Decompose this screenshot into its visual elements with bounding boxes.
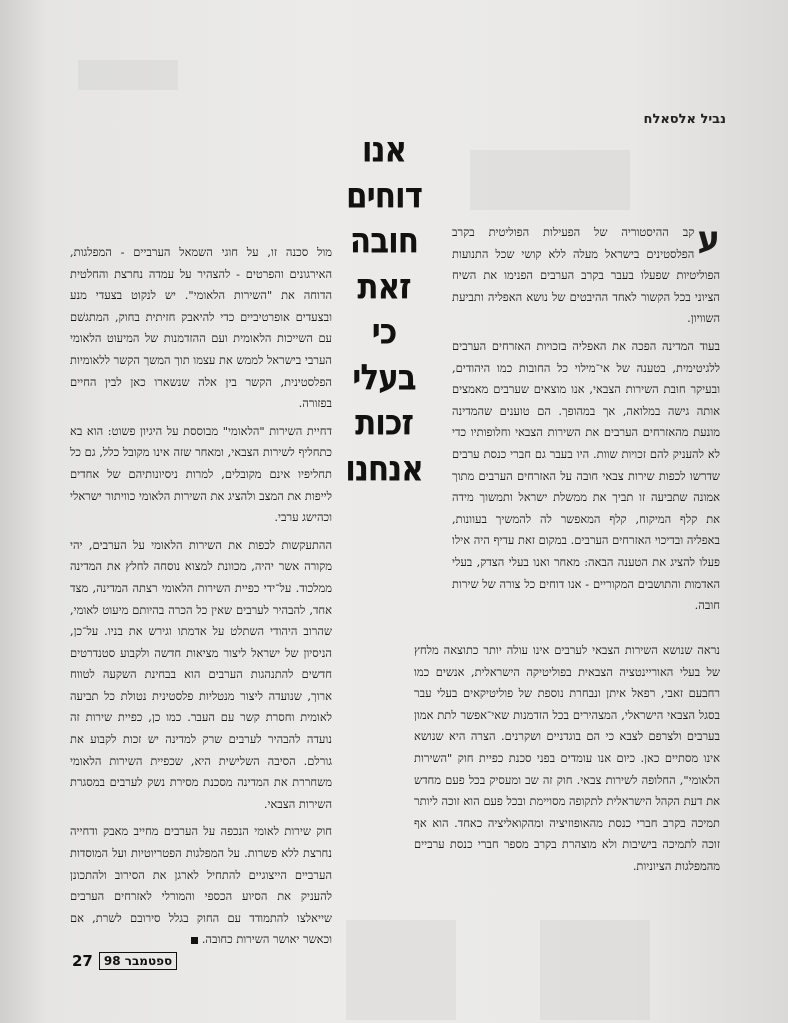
paragraph: נראה שנושא השירות הצבאי לערבים אינו עולה יותר כתוצאה מלחץ של בעלי האוריינטציה הצבאית בפוליטיקה הישראלית, אנשים כמו רחבעם זאבי, רפאל איתן ונבחרת נוספת של פוליטיקאים בעלי עבר בסגל הצבאי הישראלי, המצהירים בכל הזדמנות שאי־אפשר לתת אמון בערבים ולצרפם לצבא כי הם בוגדניים ושקרנים. הצרה היא שנושא אינו מסתיים כאן. כיום אנו עומדים בפני סכנת כפיית חוק "השירות הלאומי", החלופה לשירות צבאי. חוק זה שב ומעסיק בכל פעם מחדש את דעת הקהל הישראלית לתקופה מסויימת ובכל פעם הוא זוכה ליותר תמיכה בקרב חברי כנסת מהאופוזיציה ומהקואליציה כאחד. הוא אף זוכה לתמיכה בישיבות ולא מוצהרת בקרב מספר חברי כנסת ערביים מהמפלגות הציוניות. xyxy=(414,643,720,873)
end-of-article-mark xyxy=(191,937,198,944)
bleed-through-block xyxy=(470,150,630,210)
bleed-through-block xyxy=(78,60,178,90)
paragraph xyxy=(70,821,332,951)
paragraph: דחיית השירות "הלאומי" מבוססת על היגיון פשוט: הוא בא כתחליף לשירות הצבאי, ומאחר שזה אינו מקובל כלל, גם כל תחליפיו אינם מקובלים, למרות ניסיונותיהם של אחדים לייפות את המצב ולהציג את השירות הלאומי כוויתור ישראלי וכהישג ערבי. xyxy=(70,423,332,525)
headline-word: זכות xyxy=(355,402,413,444)
bleed-through-block xyxy=(346,920,456,1020)
page-number: 27 xyxy=(72,952,93,970)
headline-word: חובה xyxy=(349,220,419,262)
article-column-right xyxy=(452,219,720,623)
paragraph: מול סכנה זו, על חוגי השמאל הערביים - המפלגות, האירגונים והפרטים - להצהיר על עמדה נחרצת והחלטית הדוחה את "השירות הלאומי". יש לנקוט בצעדי מנע ובצעדים אופרטיביים כדי להיאבק חזיתית בחוק, המתגשׁם עם השייכות הלאומית ועם ההזדמנות של המיעוט הלאומי הערבי בישראל לממש את עצמו תוך המשך הקשר ללאומיות הפלסטינית, הקשר בין אלה שנשארו כאן לבין החיים בפזורה. xyxy=(70,245,332,411)
paragraph-text: חוק שירות לאומי הנכפה על הערבים מחייב מאבק ודחייה נחרצת ללא פשרות. על המפלגות הפטריוטיות ועל המוסדות הערביים הייצוגיים להתחיל לארגן את הסירוב ולהתכונן להעניק את הסיוע הכספי והמורלי לאזרחים הערבים שייאלצו להתמודד עם החוק בגלל סירובם לשרת, אם וכאשר יאושר השירות כחובה. xyxy=(70,824,332,947)
bleed-through-block xyxy=(540,920,650,1020)
paragraph: ההתעקשות לכפות את השירות הלאומי על הערבים, יהי מקורה אשר יהיה, מכוונת למצוא נוסחה לחלץ את המדינה ממלכוד. על־ידי כפיית השירות הלאומי רצתה המדינה, מצד אחד, להבהיר לערבים שאין כל הכרה בהיותם מיעוט לאומי, שהרוב היהודי השתלט על אדמתו וגירש את בניו. על־כן, הניסיון של ישראל ליצור מציאות חדשה ולקבוע סטנדרטים חדשים להתנהגות הערבים הוא בבחינת השקעה לטווח ארוך, שנועדה ליצור מנטליות פלסטינית נטולת כל תביעה לאומית וחסרת קשר עם העבר. כמו כן, כפיית שירות זה נועדה להבהיר לערבים שרק למדינה יש זכות לקבוע את גורלם. הסיבה השלישית היא, שכפיית השירות הלאומי משחררת את המדינה מסכנת מסירת נשק לערבים במסגרת השירות הצבאי. xyxy=(70,537,332,811)
headline xyxy=(340,128,428,492)
article-column-left xyxy=(70,242,332,957)
page-footer xyxy=(72,952,177,970)
headline-word: כי xyxy=(371,311,397,353)
headline-word: זאת xyxy=(357,265,411,308)
issue-label: ספטמבר 98 xyxy=(99,952,177,970)
author-byline: נביל אלסאלח xyxy=(643,112,726,127)
headline-word: בעלי xyxy=(352,356,416,399)
paragraph-text: קב ההיסטוריה של הפעילות הפוליטית בקרב הפלסטינים בישראל מעלה ללא קושי שכל התנועות הפוליטיות שפעלו בעבר בקרב הערבים הפנימו את השיח הציוני בכל הקשור לאחד ההיבטים של נושא האפליה ותביעת השוויון. xyxy=(452,225,720,326)
article-column-right-bottom xyxy=(414,640,720,884)
headline-word: אנחנו xyxy=(345,447,423,490)
headline-word: דוחים xyxy=(346,174,422,217)
headline-word: אנו xyxy=(361,129,407,171)
drop-cap: ע xyxy=(697,219,720,259)
paragraph xyxy=(452,219,720,330)
paragraph: בעוד המדינה הפכה את האפליה בזכויות האזרחים הערבים ללגיטימית, בטענה של אי־מילוי כל החובות כמו היהודים, ובעיקר חובת השירות הצבאי, אנו מוצאים שערבים מאמצים אותה גישה במלואה, אך במהופך. הם טוענים שהמדינה מונעת מהאזרחים הערבים את השירות הצבאי וחלופותיו כדי לא להעניק להם זכויות שוות. היו בעבר גם חברי כנסת ערבים שדרשו לכפות שירות צבאי חובה על האזרחים הערבים מתוך אמונה שתביעה זו תביך את ממשלת ישראל ותמשוך מידה את קלף המיקוח, קלף המאפשר לה להמשיך בעוונות, באפליה ובדיכוי האזרחים הערבים. במקום זאת עדיף היה אילו פעלו להציג את הטענה הבאה: מאחר ואנו בעלי הצדק, בעלי האדמות והתושבים המקוריים - אנו דוחים כל צורה של שירות חובה. xyxy=(452,338,720,613)
